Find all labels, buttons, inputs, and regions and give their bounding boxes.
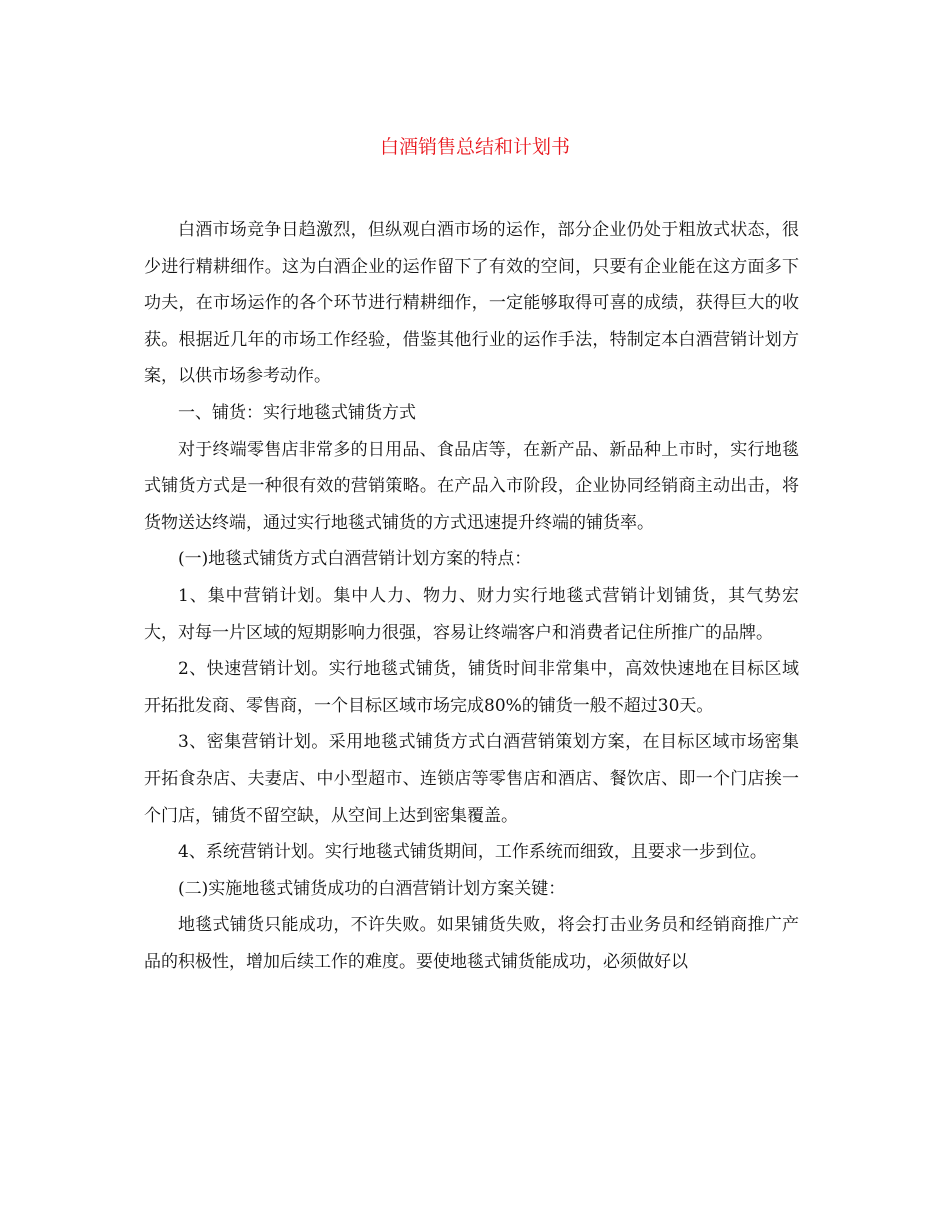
subsection-heading: (二)实施地毯式铺货成功的白酒营销计划方案关键： bbox=[178, 878, 566, 899]
document-body bbox=[144, 212, 799, 980]
document-title: 白酒销售总结和计划书 bbox=[379, 136, 570, 158]
body-paragraph: 对于终端零售店非常多的日用品、食品店等，在新产品、新品种上市时，实行地毯式铺货方式是一种很有效的营销策略。在产品入市阶段，企业协同经销商主动出击，将货物送达终端，通过实行地毯式铺货的方式迅速提升终端的铺货率。 bbox=[144, 439, 799, 533]
section-heading: 一、铺货：实行地毯式铺货方式 bbox=[178, 402, 416, 423]
list-item: 3、密集营销计划。采用地毯式铺货方式白酒营销策划方案，在目标区域市场密集开拓食杂店、夫妻店、中小型超市、连锁店等零售店和酒店、餐饮店、即一个门店挨一个门店，铺货不留空缺，从空间上达到密集覆盖。 bbox=[144, 732, 799, 826]
list-item: 1、集中营销计划。集中人力、物力、财力实行地毯式营销计划铺货，其气势宏大，对每一片区域的短期影响力很强，容易让终端客户和消费者记住所推广的品牌。 bbox=[144, 585, 799, 643]
list-item: 4、系统营销计划。实行地毯式铺货期间，工作系统而细致，且要求一步到位。 bbox=[178, 842, 767, 863]
intro-paragraph: 白酒市场竞争日趋激烈，但纵观白酒市场的运作，部分企业仍处于粗放式状态，很少进行精耕细作。这为白酒企业的运作留下了有效的空间，只要有企业能在这方面多下功夫，在市场运作的各个环节进行精耕细作，一定能够取得可喜的成绩，获得巨大的收获。根据近几年的市场工作经验，借鉴其他行业的运作手法，特制定本白酒营销计划方案，以供市场参考动作。 bbox=[144, 220, 799, 387]
list-item: 2、快速营销计划。实行地毯式铺货，铺货时间非常集中，高效快速地在目标区域开拓批发商、零售商，一个目标区域市场完成80%的铺货一般不超过30天。 bbox=[144, 659, 799, 716]
body-paragraph: 地毯式铺货只能成功，不许失败。如果铺货失败，将会打击业务员和经销商推广产品的积极性，增加后续工作的难度。要使地毯式铺货能成功，必须做好以 bbox=[144, 915, 799, 972]
subsection-heading: (一)地毯式铺货方式白酒营销计划方案的特点： bbox=[178, 549, 532, 570]
